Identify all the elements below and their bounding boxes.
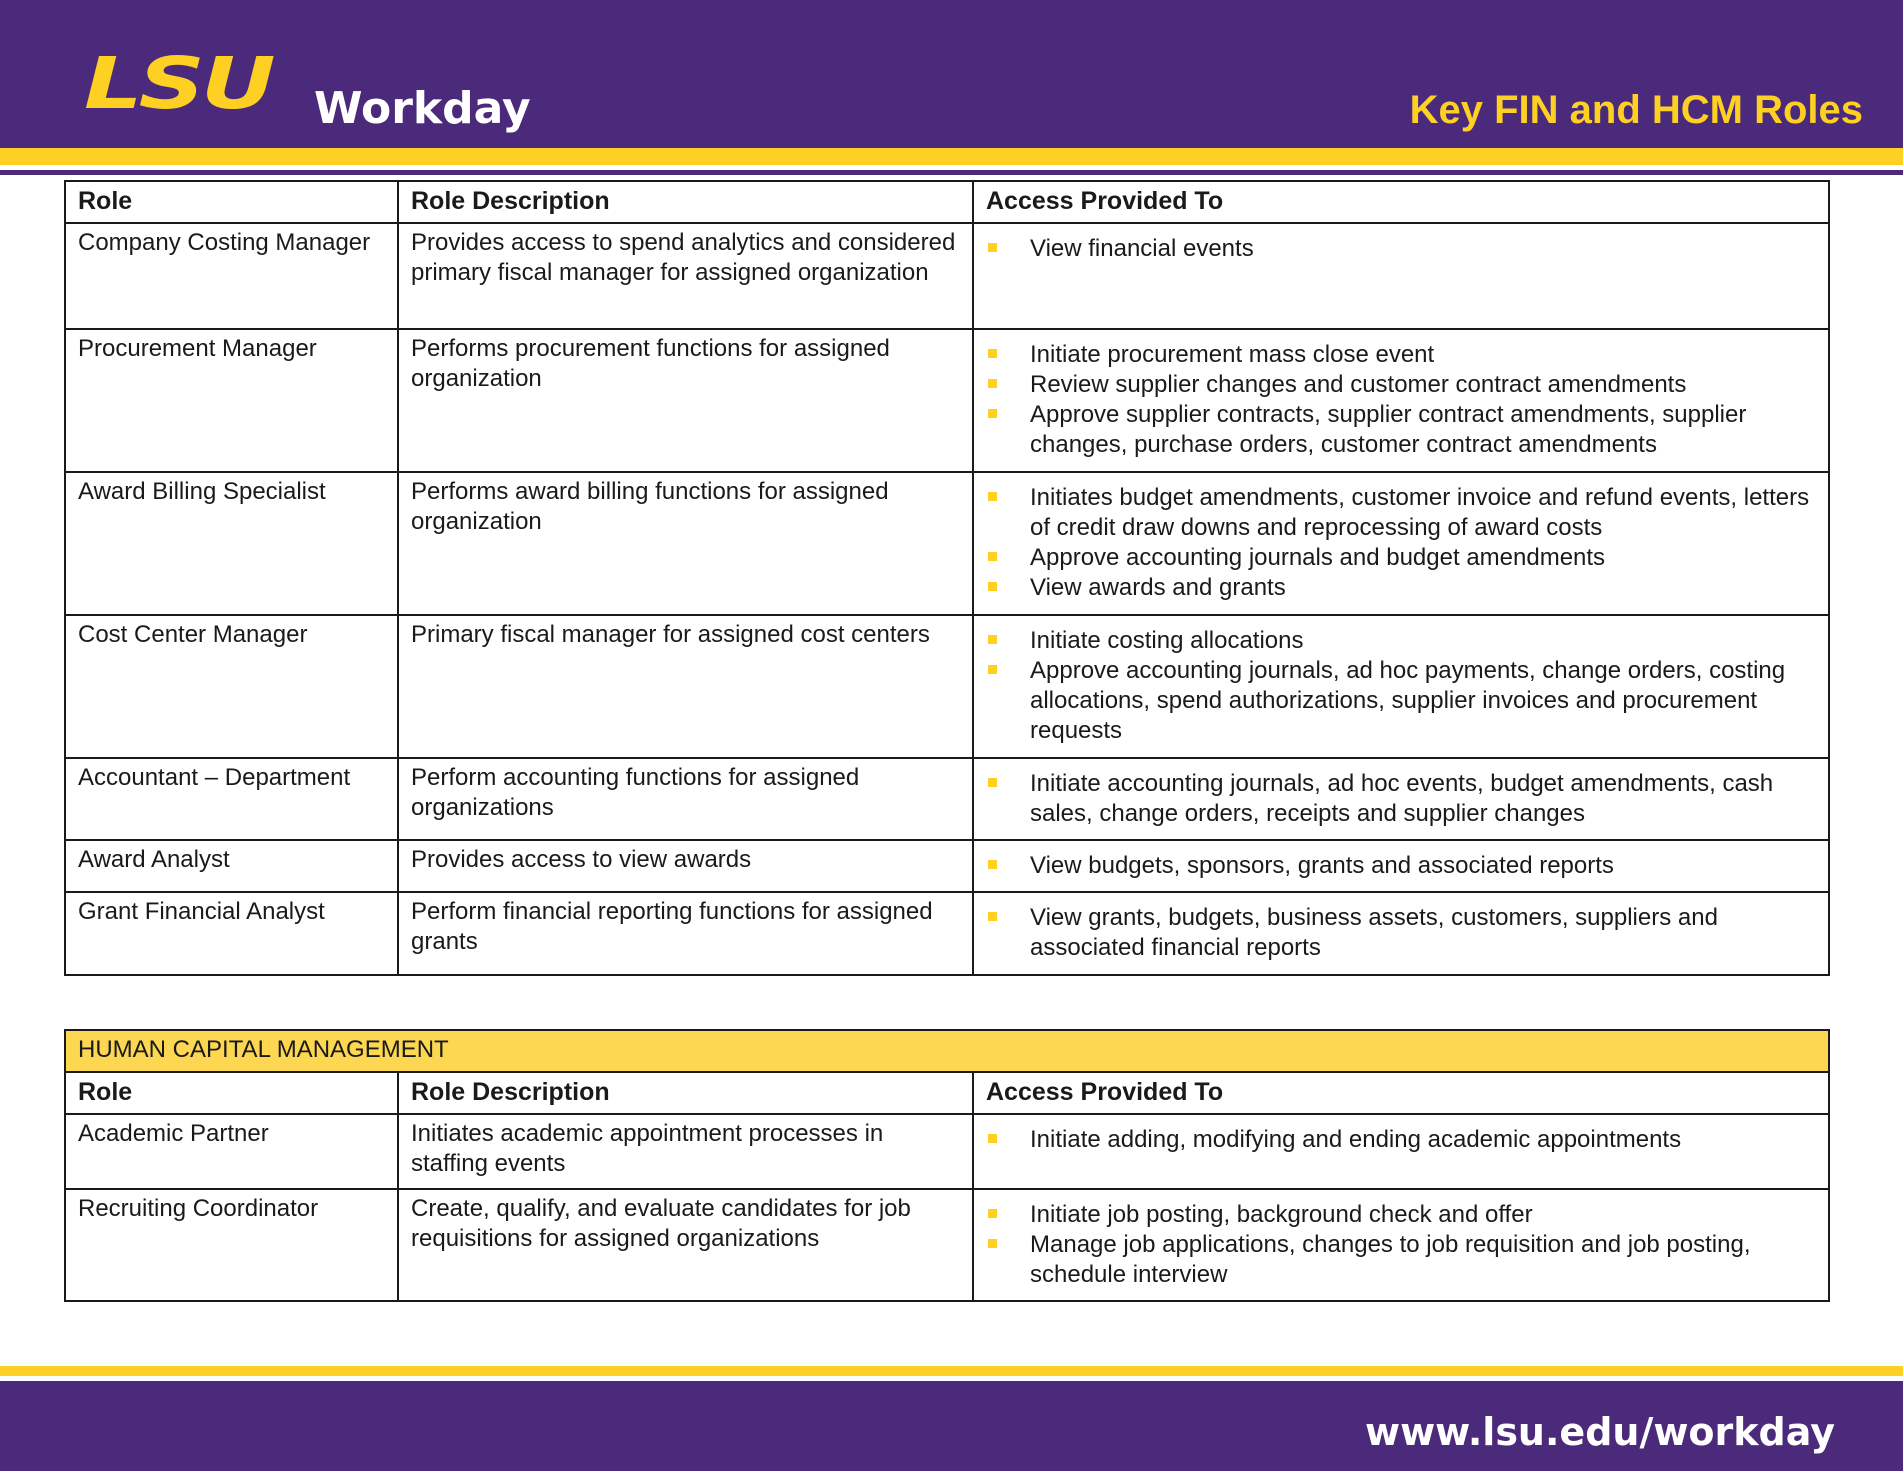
section-header-row [65,1030,1829,1072]
list-item: Approve accounting journals and budget amendments [986,543,1816,573]
description-cell: Create, qualify, and evaluate candidates for job requisitions for assigned organizations [398,1189,973,1301]
fin-roles-table [64,180,1830,976]
lsu-logo: LSU [84,41,272,126]
role-cell: Grant Financial Analyst [65,892,398,975]
list-item: Initiate job posting, background check and offer [986,1200,1816,1230]
table-row [65,840,1829,892]
description-cell: Performs award billing functions for assigned organization [398,472,973,615]
table-row [65,223,1829,329]
footer-url: www.lsu.edu/workday [1364,1410,1835,1454]
list-item: Approve supplier contracts, supplier contract amendments, supplier changes, purchase orders, customer contract amendments [986,400,1816,460]
access-cell [973,329,1829,472]
access-cell [973,892,1829,975]
list-item: Initiates budget amendments, customer invoice and refund events, letters of credit draw downs and reprocessing of award costs [986,483,1816,543]
access-cell [973,223,1829,329]
list-item: Approve accounting journals, ad hoc payments, change orders, costing allocations, spend authorizations, supplier invoices and procurement requests [986,656,1816,746]
column-header-access: Access Provided To [973,181,1829,223]
access-cell [973,840,1829,892]
description-cell: Provides access to view awards [398,840,973,892]
role-cell: Company Costing Manager [65,223,398,329]
description-cell: Provides access to spend analytics and considered primary fiscal manager for assigned organization [398,223,973,329]
description-cell: Perform accounting functions for assigned organizations [398,758,973,840]
list-item: View grants, budgets, business assets, customers, suppliers and associated financial reports [986,903,1816,963]
role-cell: Cost Center Manager [65,615,398,758]
table-header-row [65,181,1829,223]
table-row [65,615,1829,758]
description-cell: Initiates academic appointment processes in staffing events [398,1114,973,1189]
list-item: Initiate costing allocations [986,626,1816,656]
description-cell: Perform financial reporting functions for assigned grants [398,892,973,975]
table-row [65,472,1829,615]
role-cell: Academic Partner [65,1114,398,1189]
table-row [65,1189,1829,1301]
page-title: Key FIN and HCM Roles [1409,88,1863,132]
list-item: View awards and grants [986,573,1816,603]
list-item: Manage job applications, changes to job requisition and job posting, schedule interview [986,1230,1816,1290]
column-header-role: Role [65,1072,398,1114]
access-cell [973,1189,1829,1301]
table-header-row [65,1072,1829,1114]
role-cell: Accountant – Department [65,758,398,840]
header-gold-stripe [0,148,1903,170]
column-header-access: Access Provided To [973,1072,1829,1114]
column-header-role: Role [65,181,398,223]
table-row [65,329,1829,472]
workday-wordmark: Workday [314,83,531,134]
table-row [65,758,1829,840]
list-item: Review supplier changes and customer contract amendments [986,370,1816,400]
access-cell [973,1114,1829,1189]
section-title: HUMAN CAPITAL MANAGEMENT [65,1030,1829,1072]
column-header-description: Role Description [398,1072,973,1114]
list-item: View financial events [986,234,1816,264]
column-header-description: Role Description [398,181,973,223]
role-cell: Award Analyst [65,840,398,892]
role-cell: Award Billing Specialist [65,472,398,615]
list-item: Initiate adding, modifying and ending academic appointments [986,1125,1816,1155]
list-item: View budgets, sponsors, grants and associated reports [986,851,1816,881]
access-cell [973,472,1829,615]
role-cell: Recruiting Coordinator [65,1189,398,1301]
table-row [65,892,1829,975]
footer-gold-stripe [0,1366,1903,1376]
list-item: Initiate accounting journals, ad hoc events, budget amendments, cash sales, change orders, receipts and supplier changes [986,769,1816,829]
description-cell: Primary fiscal manager for assigned cost centers [398,615,973,758]
role-cell: Procurement Manager [65,329,398,472]
hcm-roles-table [64,1029,1830,1302]
access-cell [973,615,1829,758]
description-cell: Performs procurement functions for assigned organization [398,329,973,472]
list-item: Initiate procurement mass close event [986,340,1816,370]
table-row [65,1114,1829,1189]
access-cell [973,758,1829,840]
